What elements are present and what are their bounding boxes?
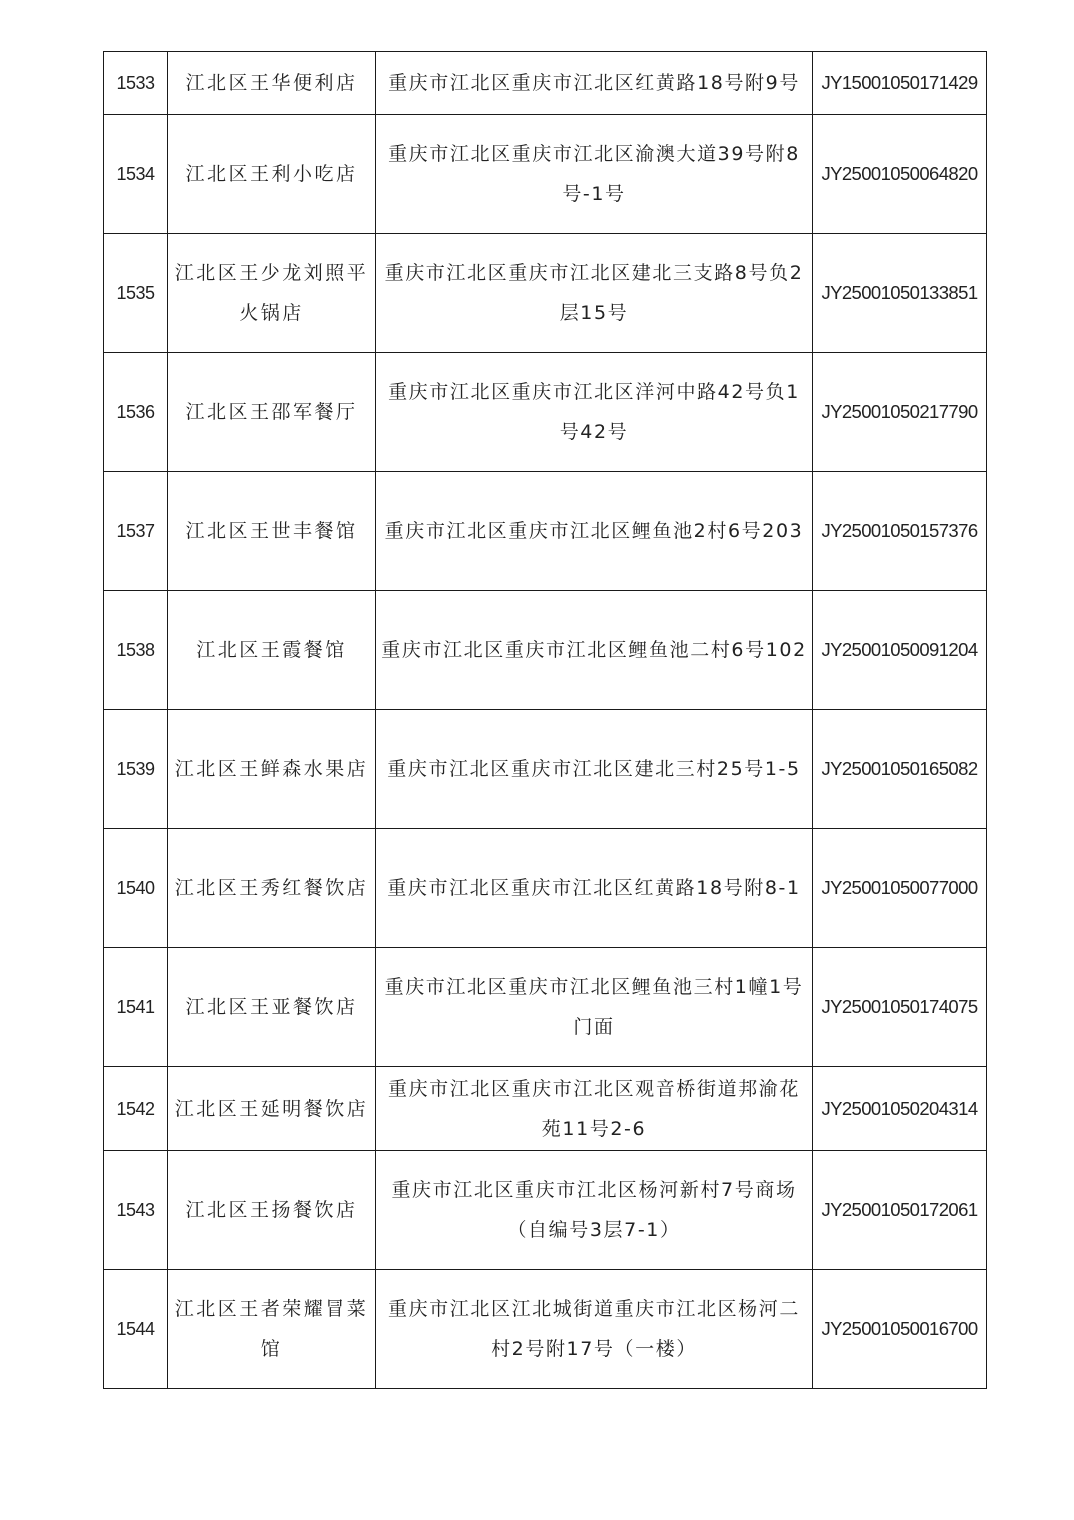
row-number: 1534 xyxy=(104,115,168,234)
table-row xyxy=(104,115,987,234)
business-name: 江北区王秀红餐饮店 xyxy=(168,829,376,948)
license-number: JY25001050016700 xyxy=(813,1270,987,1389)
business-address: 重庆市江北区重庆市江北区鲤鱼池二村6号102 xyxy=(376,591,813,710)
row-number: 1536 xyxy=(104,353,168,472)
license-number: JY15001050171429 xyxy=(813,52,987,115)
license-number: JY25001050157376 xyxy=(813,472,987,591)
business-address: 重庆市江北区重庆市江北区观音桥街道邦渝花苑11号2-6 xyxy=(376,1067,813,1151)
row-number: 1535 xyxy=(104,234,168,353)
row-number: 1541 xyxy=(104,948,168,1067)
license-number: JY25001050174075 xyxy=(813,948,987,1067)
business-address: 重庆市江北区重庆市江北区鲤鱼池三村1幢1号门面 xyxy=(376,948,813,1067)
business-name: 江北区王霞餐馆 xyxy=(168,591,376,710)
business-address: 重庆市江北区重庆市江北区洋河中路42号负1号42号 xyxy=(376,353,813,472)
table-row xyxy=(104,710,987,829)
business-address: 重庆市江北区重庆市江北区渝澳大道39号附8号-1号 xyxy=(376,115,813,234)
business-name: 江北区王者荣耀冒菜馆 xyxy=(168,1270,376,1389)
business-address: 重庆市江北区江北城街道重庆市江北区杨河二村2号附17号（一楼） xyxy=(376,1270,813,1389)
table-row xyxy=(104,52,987,115)
row-number: 1537 xyxy=(104,472,168,591)
business-name: 江北区王鲜森水果店 xyxy=(168,710,376,829)
table-row xyxy=(104,472,987,591)
row-number: 1543 xyxy=(104,1151,168,1270)
business-name: 江北区王亚餐饮店 xyxy=(168,948,376,1067)
table-row xyxy=(104,1067,987,1151)
row-number: 1544 xyxy=(104,1270,168,1389)
business-name: 江北区王扬餐饮店 xyxy=(168,1151,376,1270)
business-address: 重庆市江北区重庆市江北区建北三村25号1-5 xyxy=(376,710,813,829)
business-address: 重庆市江北区重庆市江北区红黄路18号附9号 xyxy=(376,52,813,115)
row-number: 1533 xyxy=(104,52,168,115)
business-name: 江北区王邵军餐厅 xyxy=(168,353,376,472)
business-address: 重庆市江北区重庆市江北区建北三支路8号负2层15号 xyxy=(376,234,813,353)
business-address: 重庆市江北区重庆市江北区红黄路18号附8-1 xyxy=(376,829,813,948)
business-name: 江北区王利小吃店 xyxy=(168,115,376,234)
license-number: JY25001050064820 xyxy=(813,115,987,234)
license-number: JY25001050204314 xyxy=(813,1067,987,1151)
business-address: 重庆市江北区重庆市江北区杨河新村7号商场（自编号3层7-1） xyxy=(376,1151,813,1270)
table-row xyxy=(104,1151,987,1270)
table-row xyxy=(104,234,987,353)
business-name: 江北区王华便利店 xyxy=(168,52,376,115)
row-number: 1542 xyxy=(104,1067,168,1151)
license-number: JY25001050133851 xyxy=(813,234,987,353)
table-row xyxy=(104,591,987,710)
license-number: JY25001050172061 xyxy=(813,1151,987,1270)
table-row xyxy=(104,1270,987,1389)
business-name: 江北区王延明餐饮店 xyxy=(168,1067,376,1151)
row-number: 1539 xyxy=(104,710,168,829)
table-row xyxy=(104,948,987,1067)
table-body xyxy=(104,52,987,1389)
business-license-table xyxy=(103,51,987,1389)
license-number: JY25001050165082 xyxy=(813,710,987,829)
table-row xyxy=(104,829,987,948)
license-number: JY25001050091204 xyxy=(813,591,987,710)
row-number: 1538 xyxy=(104,591,168,710)
license-number: JY25001050217790 xyxy=(813,353,987,472)
license-number: JY25001050077000 xyxy=(813,829,987,948)
business-name: 江北区王少龙刘照平火锅店 xyxy=(168,234,376,353)
table-row xyxy=(104,353,987,472)
row-number: 1540 xyxy=(104,829,168,948)
business-address: 重庆市江北区重庆市江北区鲤鱼池2村6号203 xyxy=(376,472,813,591)
business-name: 江北区王世丰餐馆 xyxy=(168,472,376,591)
